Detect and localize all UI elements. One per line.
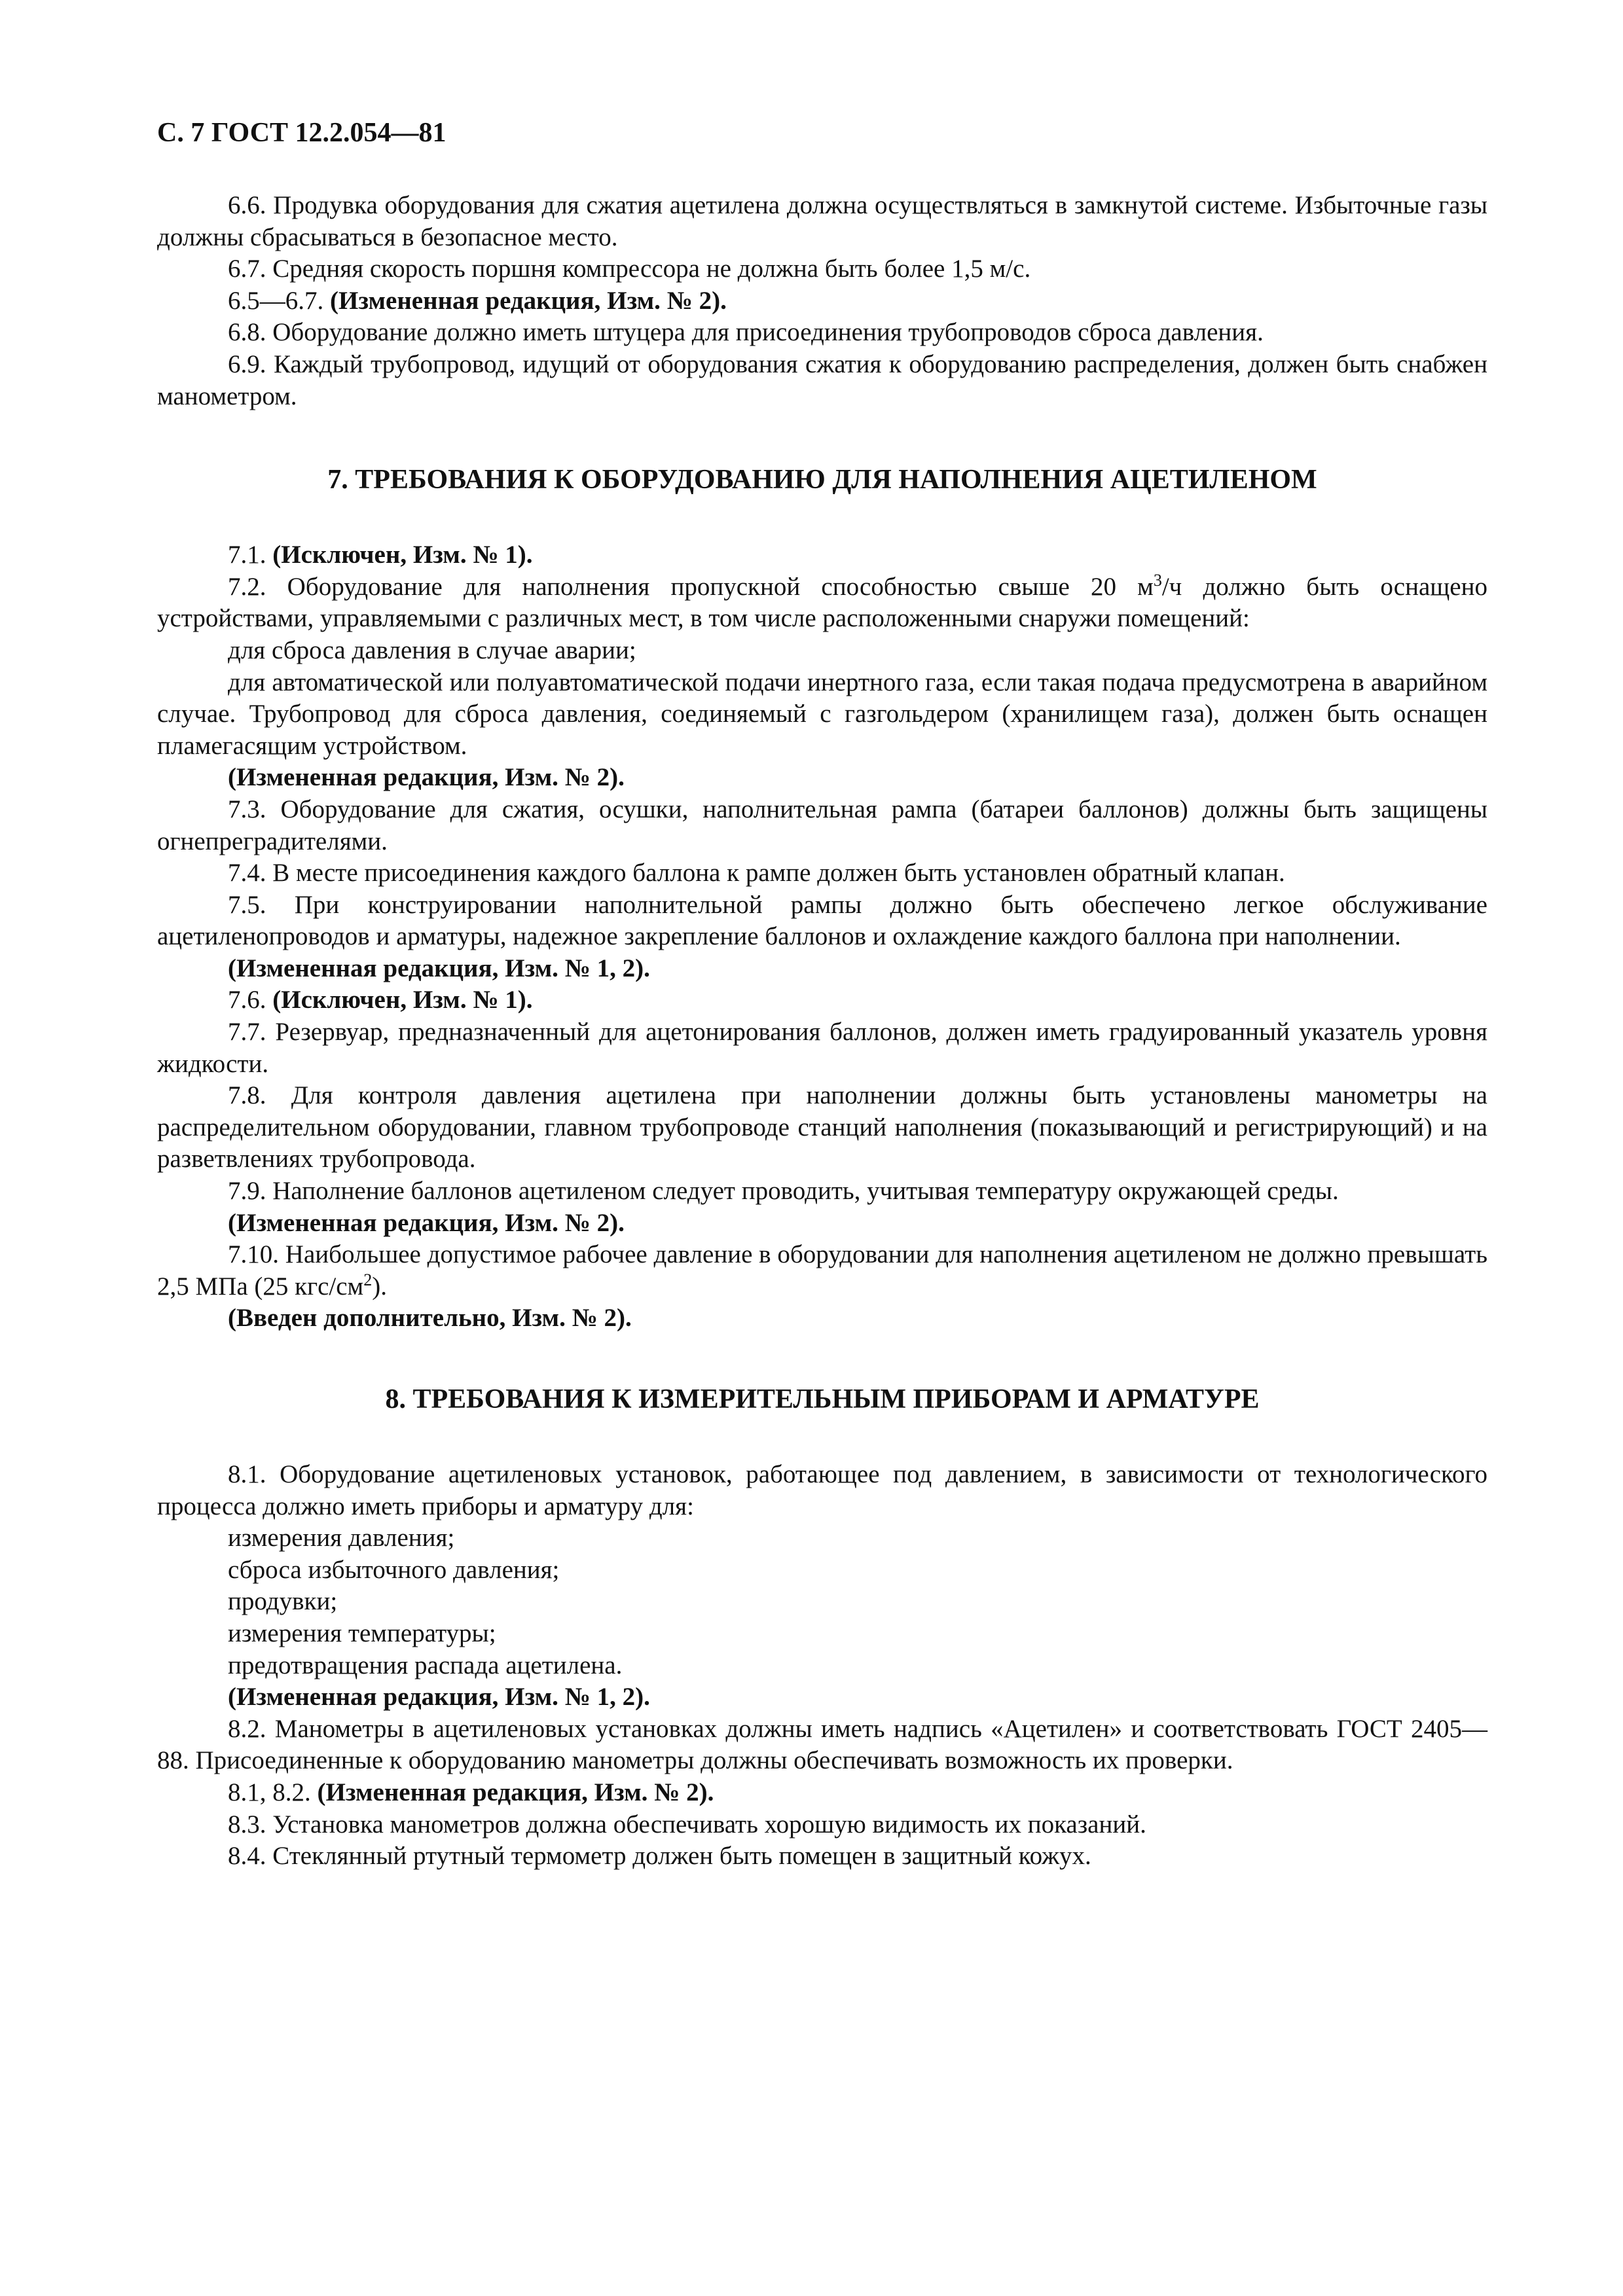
paragraph-7-2-item-1: для сброса давления в случае аварии; [228,636,636,664]
text-run: /ч должно быть оснащено устройствами, управляемыми с различных мест, в том числе расположенными снаружи помещений: [157,572,1487,633]
amendment-note: (Измененная редакция, Изм. № 2). [330,286,727,315]
clause-number: 7.1. [228,541,273,569]
paragraph-7-8: 7.8. Для контроля давления ацетилена при наполнении должны быть установлены манометры на распределительном оборудовании, главном трубопроводе станций наполнения (показывающий и регистрирующий) и на разветвлениях трубопровода. [157,1081,1487,1174]
list-item: предотвращения распада ацетилена. [228,1651,623,1679]
paragraph-7-6 [157,984,1487,1016]
paragraph-7-10 [157,1239,1487,1302]
text-run: 7.2. Оборудование для наполнения пропускной способностью свыше 20 м [228,572,1154,601]
clause-number: 7.6. [228,986,273,1014]
amendment-note: (Измененная редакция, Изм. № 1, 2). [228,954,650,982]
text-run: 7.10. Наибольшее допустимое рабочее давление в оборудовании для наполнения ацетиленом не должно превышать 2,5 МПа (25 кгс/см [157,1240,1487,1300]
page-header: С. 7 ГОСТ 12.2.054—81 [157,118,447,148]
list-item: сброса избыточного давления; [228,1555,560,1584]
list-item: измерения давления; [228,1524,455,1552]
paragraph-6-8: 6.8. Оборудование должно иметь штуцера для присоединения трубопроводов сброса давления. [228,318,1264,347]
paragraph-6-7: 6.7. Средняя скорость поршня компрессора не должна быть более 1,5 м/с. [228,255,1031,283]
paragraph-7-9: 7.9. Наполнение баллонов ацетиленом следует проводить, учитывая температуру окружающей среды. [228,1177,1339,1206]
amendment-note: (Исключен, Изм. № 1). [272,541,533,569]
superscript: 2 [363,1270,373,1289]
clause-number: 8.1, 8.2. [228,1778,318,1806]
amendment-note: (Исключен, Изм. № 1). [272,986,533,1014]
paragraph-6-9: 6.9. Каждый трубопровод, идущий от оборудования сжатия к оборудованию распределения, должен быть снабжен манометром. [157,350,1487,410]
paragraph-6-5-6-7-note [157,285,1487,317]
paragraph-7-5-note [157,953,1487,985]
paragraph-7-2-note [157,762,1487,794]
paragraph-7-2-item-2: для автоматической или полуавтоматической подачи инертного газа, если такая подача предусмотрена в аварийном случае. Трубопровод для сброса давления, соединяемый с газгольдером (хранилищем газа), должен быть оснащен пламегасящим устройством. [157,668,1487,760]
paragraph-7-4: 7.4. В месте присоединения каждого баллона к рампе должен быть установлен обратный клапан. [228,859,1285,888]
text-run: ). [372,1272,387,1300]
paragraph-8-4: 8.4. Стеклянный ртутный термометр должен быть помещен в защитный кожух. [228,1842,1091,1871]
superscript: 3 [1153,570,1162,590]
paragraph-6-6: 6.6. Продувка оборудования для сжатия ацетилена должна осуществляться в замкнутой системе. Избыточные газы должны сбрасываться в безопасное место. [157,191,1487,251]
paragraph-7-2 [157,571,1487,635]
list-item: продувки; [228,1587,338,1616]
section-8-title: 8. ТРЕБОВАНИЯ К ИЗМЕРИТЕЛЬНЫМ ПРИБОРАМ И АРМАТУРЕ [385,1384,1260,1414]
clause-number: 6.5—6.7. [228,286,330,315]
paragraph-8-1: 8.1. Оборудование ацетиленовых установок, работающее под давлением, в зависимости от технологического процесса должно иметь приборы и арматуру для: [157,1460,1487,1520]
paragraph-8-1-8-2-note [157,1777,1487,1809]
document-body [157,190,1487,1873]
paragraph-8-1-note [157,1681,1487,1713]
amendment-note: (Измененная редакция, Изм. № 2). [317,1778,714,1806]
paragraph-7-1 [157,539,1487,571]
paragraph-7-9-note [157,1208,1487,1240]
section-7-title: 7. ТРЕБОВАНИЯ К ОБОРУДОВАНИЮ ДЛЯ НАПОЛНЕНИЯ АЦЕТИЛЕНОМ [327,465,1317,495]
paragraph-7-7: 7.7. Резервуар, предназначенный для ацетонирования баллонов, должен иметь градуированный указатель уровня жидкости. [157,1018,1487,1078]
document-page [157,0,1487,2296]
paragraph-8-3: 8.3. Установка манометров должна обеспечивать хорошую видимость их показаний. [228,1810,1146,1839]
amendment-note: (Измененная редакция, Изм. № 2). [228,1208,625,1237]
paragraph-8-2: 8.2. Манометры в ацетиленовых установках должны иметь надпись «Ацетилен» и соответствовать ГОСТ 2405—88. Присоединенные к оборудованию манометры должны обеспечивать возможность их проверки. [157,1714,1487,1775]
list-item: измерения температуры; [228,1619,496,1647]
amendment-note: (Введен дополнительно, Изм. № 2). [228,1304,632,1333]
paragraph-7-5: 7.5. При конструировании наполнительной рампы должно быть обеспечено легкое обслуживание ацетиленопроводов и арматуры, надежное закрепление баллонов и охлаждение каждого баллона при наполнении. [157,890,1487,951]
paragraph-7-3: 7.3. Оборудование для сжатия, осушки, наполнительная рампа (батареи баллонов) должны быть защищены огнепреградителями. [157,795,1487,855]
paragraph-7-10-note [157,1302,1487,1335]
amendment-note: (Измененная редакция, Изм. № 1, 2). [228,1683,650,1712]
amendment-note: (Измененная редакция, Изм. № 2). [228,763,625,792]
